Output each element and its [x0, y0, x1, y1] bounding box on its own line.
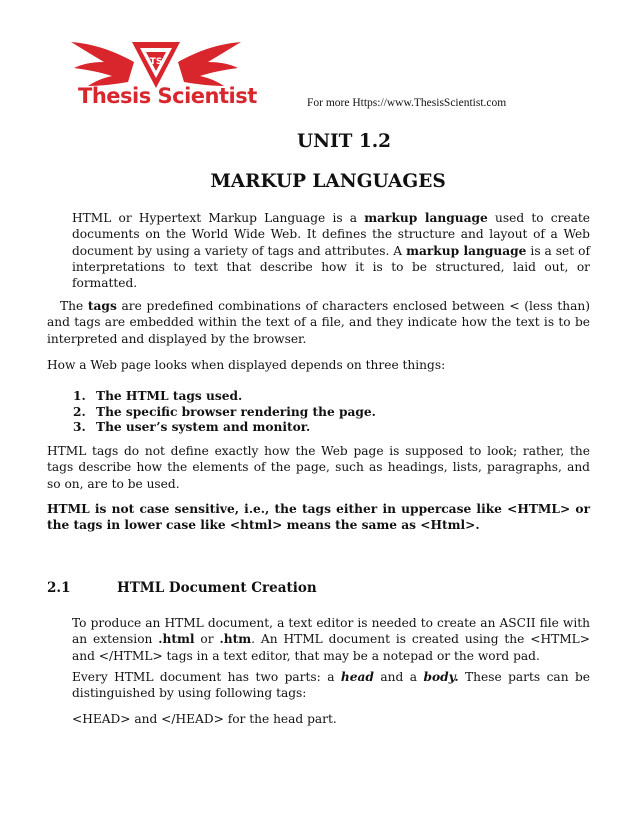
logo-monogram: TS [149, 57, 163, 67]
term-head: head [340, 670, 374, 684]
document-creation-paragraph: To produce an HTML document, a text editor is needed to create an ASCII file with an extension .html or .htm. An HTML document is created using the <HTML> and </HTML> tags in a text editor, that may be a notepad or the word pad. [72, 616, 590, 663]
term-markup-language: markup language [406, 243, 527, 258]
section-title: HTML Document Creation [117, 580, 317, 596]
section-number: 2.1 [47, 580, 71, 596]
intro-paragraph: HTML or Hypertext Markup Language is a markup language used to create documents on the World Wide Web. It defines the structure and layout of a Web document by using a variety of tags and attributes. A markup language is a set of interpretations to text that describe how it is to be structured, laid out, or formatted. [72, 211, 591, 291]
three-things-paragraph: How a Web page looks when displayed depends on three things: [47, 358, 446, 372]
tags-definition-paragraph: HTML tags do not define exactly how the Web page is supposed to look; rather, the tags describe how the elements of the page, such as headings, lists, paragraphs, and so on, are to be used. [47, 444, 590, 491]
head-body-paragraph: Every HTML document has two parts: a head and a body. These parts can be distinguished by using following tags: [72, 670, 590, 701]
term-tags: tags [87, 299, 117, 313]
unit-heading: UNIT 1.2 [296, 131, 392, 152]
term-body: body. [423, 670, 459, 684]
page-title: MARKUP LANGUAGES [210, 171, 446, 192]
extension-htm: .htm [219, 632, 252, 647]
extension-html: .html [158, 632, 195, 647]
case-sensitivity-paragraph: HTML is not case sensitive, i.e., the tags either in uppercase like <HTML> or the tags in lower case like <html> means the same as <Html>. [47, 502, 590, 533]
tags-paragraph: The tags are predefined combinations of characters enclosed between < (less than) and tags are embedded within the text of a file, and they indicate how the text is to be interpreted and displayed by the browser. [47, 299, 590, 346]
head-tags-paragraph: <HEAD> and </HEAD> for the head part. [72, 712, 337, 726]
list-item: 2. The specific browser rendering the page. [90, 405, 570, 421]
term-markup-language: markup language [364, 211, 488, 225]
list-item: 1. The HTML tags used. [90, 389, 570, 405]
list-item: 3. The user’s system and monitor. [90, 420, 570, 436]
three-things-list [47, 389, 570, 436]
brand-name: Thesis Scientist [78, 84, 257, 108]
website-link[interactable]: For more Https://www.ThesisScientist.com [307, 97, 507, 109]
